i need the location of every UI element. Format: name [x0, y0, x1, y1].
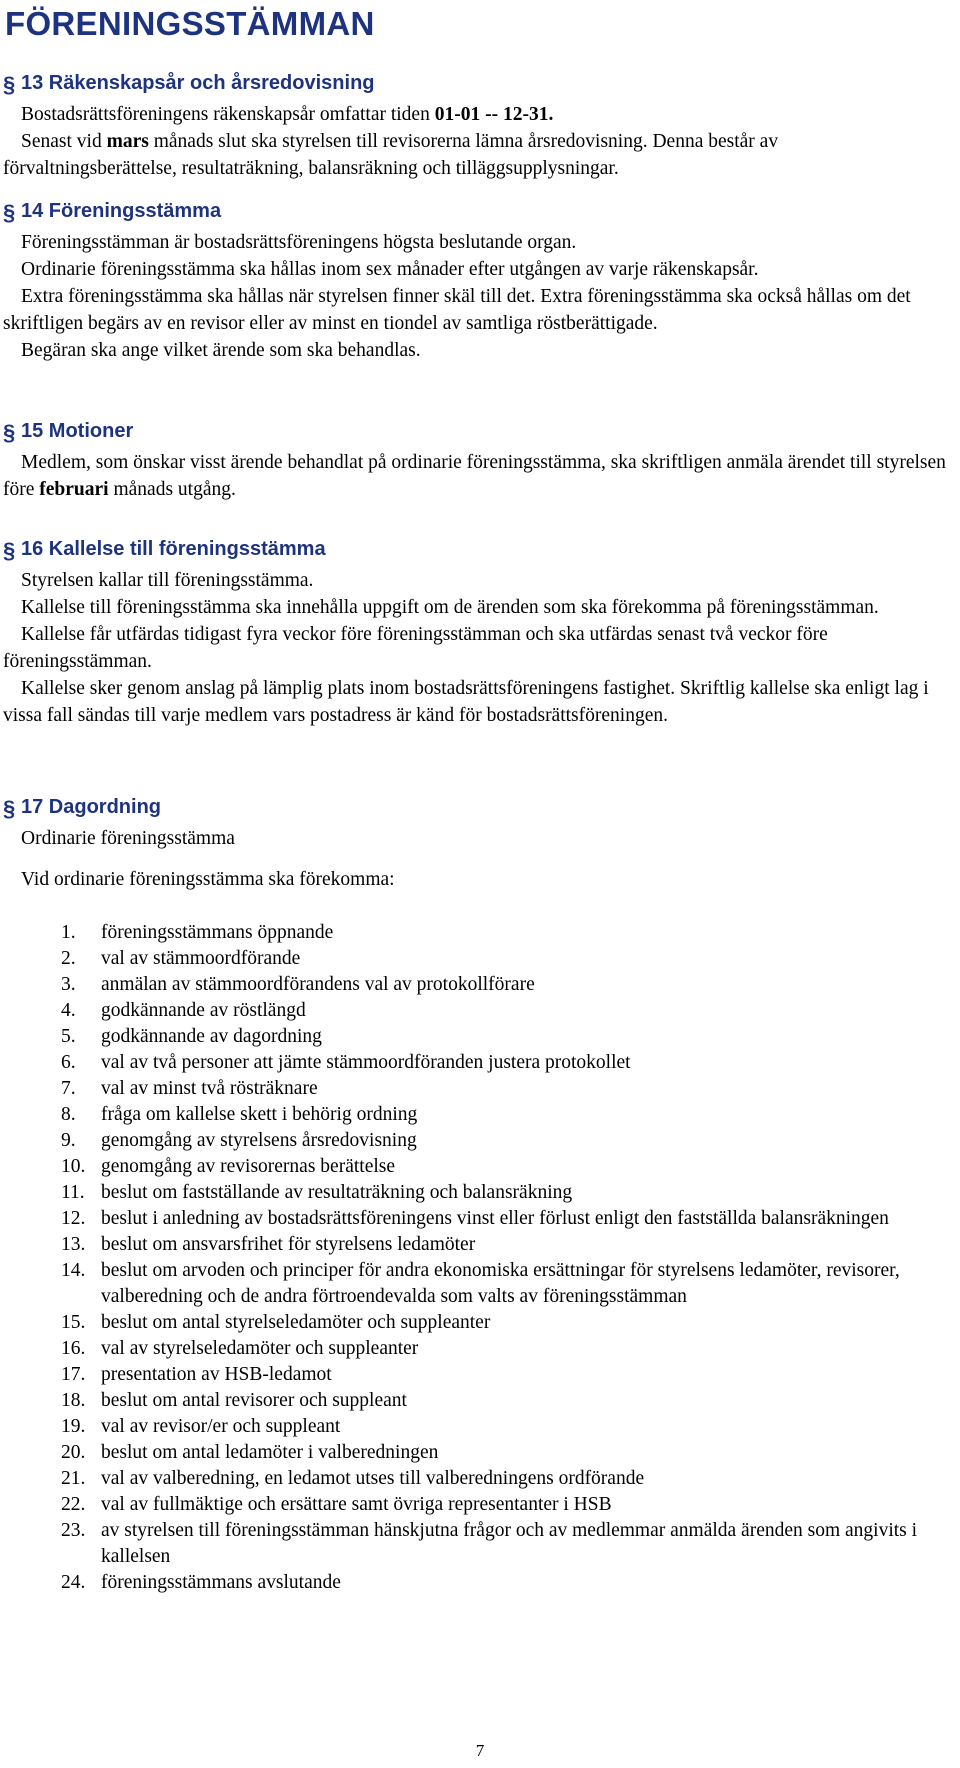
s17-intro: Vid ordinarie föreningsstämma ska förekomma:: [21, 869, 395, 890]
agenda-item-number: 7.: [61, 1078, 76, 1099]
section-14: [0, 196, 960, 364]
agenda-item: [0, 1362, 960, 1388]
section-15: [0, 416, 960, 503]
agenda-item: [0, 1206, 960, 1232]
s17-subheading: Ordinarie föreningsstämma: [21, 828, 235, 849]
section-16-title: 16 Kallelse till föreningsstämma: [21, 538, 326, 560]
agenda-item: [0, 1102, 960, 1128]
page-title: FÖRENINGSSTÄMMAN: [5, 5, 375, 42]
agenda-item: [0, 1258, 960, 1310]
s15-p1-text-a: Medlem, som önskar visst ärende behandlat på ordinarie föreningsstämma, ska skriftligen anmäla ärendet till styrelsen före: [3, 452, 946, 500]
s14-p3: Extra föreningsstämma ska hållas när styrelsen finner skäl till det. Extra föreningsstämma ska också hållas om det skriftligen begärs av en revisor eller av minst en tiondel av samtliga röstberättigade.: [3, 286, 911, 334]
s13-date-range: 01-01 -- 12-31.: [434, 104, 554, 125]
s15-p1: [0, 449, 960, 503]
agenda-item: [0, 1492, 960, 1518]
agenda-item-number: 14.: [61, 1260, 86, 1281]
agenda-item-text: beslut om antal styrelseledamöter och suppleanter: [101, 1312, 491, 1333]
agenda-item: [0, 1466, 960, 1492]
agenda-item-text: beslut om arvoden och principer för andra ekonomiska ersättningar för styrelsens ledamöter, revisorer, valberedning och de andra förtroendevalda som valts av föreningsstämman: [101, 1260, 900, 1307]
agenda-item-text: föreningsstämmans avslutande: [101, 1572, 341, 1593]
section-17-heading: [0, 792, 960, 822]
agenda-item-text: godkännande av dagordning: [101, 1026, 322, 1047]
agenda-item-text: val av fullmäktige och ersättare samt övriga representanter i HSB: [101, 1494, 612, 1515]
agenda-item-text: val av två personer att jämte stämmoordföranden justera protokollet: [101, 1052, 631, 1073]
agenda-item-number: 6.: [61, 1052, 76, 1073]
agenda-item: [0, 1232, 960, 1258]
agenda-item-text: fråga om kallelse skett i behörig ordning: [101, 1104, 418, 1125]
s15-p1-text-b: månads utgång.: [108, 479, 236, 500]
agenda-item-number: 9.: [61, 1130, 76, 1151]
section-16-heading: [0, 534, 960, 564]
agenda-item-text: beslut i anledning av bostadsrättsföreningens vinst eller förlust enligt den fastställda balansräkningen: [101, 1208, 889, 1229]
agenda-item-number: 12.: [61, 1208, 86, 1229]
paragraph-sign-icon: §: [3, 420, 16, 445]
s14-p2: Ordinarie föreningsstämma ska hållas inom sex månader efter utgången av varje räkenskapsår.: [21, 259, 759, 280]
section-13: [0, 68, 960, 182]
agenda-item-number: 23.: [61, 1520, 86, 1541]
agenda-item: [0, 1050, 960, 1076]
agenda-item-number: 22.: [61, 1494, 86, 1515]
agenda-item: [0, 1128, 960, 1154]
agenda-item-text: genomgång av styrelsens årsredovisning: [101, 1130, 417, 1151]
agenda-item: [0, 920, 960, 946]
section-14-heading: [0, 196, 960, 226]
paragraph-sign-icon: §: [3, 796, 16, 821]
paragraph-sign-icon: §: [3, 200, 16, 225]
agenda-item: [0, 1336, 960, 1362]
agenda-item: [0, 1180, 960, 1206]
s13-line-2-text-b: månads slut ska styrelsen till revisorerna lämna årsredovisning. Denna består av förvaltningsberättelse, resultaträkning, balansräkning och tilläggsupplysningar.: [3, 131, 779, 179]
agenda-item-number: 10.: [61, 1156, 86, 1177]
agenda-item-number: 15.: [61, 1312, 86, 1333]
agenda-item-text: val av styrelseledamöter och suppleanter: [101, 1338, 419, 1359]
agenda-item-text: val av revisor/er och suppleant: [101, 1416, 341, 1437]
agenda-item-number: 11.: [61, 1182, 85, 1203]
agenda-item-number: 4.: [61, 1000, 76, 1021]
agenda-item-number: 1.: [61, 922, 76, 943]
agenda-item: [0, 1440, 960, 1466]
agenda-item-number: 3.: [61, 974, 76, 995]
agenda-item: [0, 972, 960, 998]
agenda-item-number: 2.: [61, 948, 76, 969]
agenda-item-number: 13.: [61, 1234, 86, 1255]
agenda-item: [0, 1076, 960, 1102]
section-13-title: 13 Räkenskapsår och årsredovisning: [21, 72, 375, 94]
s13-month: mars: [106, 131, 149, 152]
agenda-item: [0, 1518, 960, 1570]
agenda-item-text: genomgång av revisorernas berättelse: [101, 1156, 396, 1177]
agenda-item: [0, 1388, 960, 1414]
agenda-item-number: 21.: [61, 1468, 86, 1489]
agenda-item-number: 20.: [61, 1442, 86, 1463]
section-14-title: 14 Föreningsstämma: [21, 200, 222, 222]
agenda-item: [0, 1414, 960, 1440]
agenda-item-number: 16.: [61, 1338, 86, 1359]
s14-p4: Begäran ska ange vilket ärende som ska behandlas.: [21, 340, 421, 361]
section-13-heading: [0, 68, 960, 98]
paragraph-sign-icon: §: [3, 72, 16, 97]
agenda-item: [0, 1570, 960, 1596]
s16-p2: Kallelse till föreningsstämma ska innehålla uppgift om de ärenden som ska förekomma på föreningsstämman.: [21, 597, 879, 618]
s15-month: februari: [39, 479, 109, 500]
agenda-item-text: föreningsstämmans öppnande: [101, 922, 334, 943]
s13-line-1-text: Bostadsrättsföreningens räkenskapsår omfattar tiden: [21, 104, 435, 125]
page-number: 7: [475, 1741, 485, 1760]
agenda-item-text: val av stämmoordförande: [101, 948, 301, 969]
agenda-item-text: godkännande av röstlängd: [101, 1000, 306, 1021]
section-15-heading: [0, 416, 960, 446]
s14-p1: Föreningsstämman är bostadsrättsföreningens högsta beslutande organ.: [21, 232, 577, 253]
s13-line-1: [0, 101, 960, 128]
paragraph-sign-icon: §: [3, 538, 16, 563]
agenda-item-number: 24.: [61, 1572, 86, 1593]
agenda-item-number: 19.: [61, 1416, 86, 1437]
agenda-item-text: val av minst två rösträknare: [101, 1078, 318, 1099]
section-15-title: 15 Motioner: [21, 420, 134, 442]
agenda-item-text: beslut om fastställande av resultaträkning och balansräkning: [101, 1182, 573, 1203]
s13-line-2-text-a: Senast vid: [21, 131, 107, 152]
agenda-item: [0, 998, 960, 1024]
agenda-item-text: beslut om antal revisorer och suppleant: [101, 1390, 407, 1411]
s13-line-2: [0, 128, 960, 182]
agenda-item-text: val av valberedning, en ledamot utses till valberedningens ordförande: [101, 1468, 645, 1489]
agenda-item: [0, 1310, 960, 1336]
agenda-item-text: presentation av HSB-ledamot: [101, 1364, 332, 1385]
section-17: [0, 792, 960, 893]
agenda-item-number: 18.: [61, 1390, 86, 1411]
agenda-item-number: 17.: [61, 1364, 86, 1385]
agenda-list: [0, 920, 960, 1596]
s16-p4: Kallelse sker genom anslag på lämplig plats inom bostadsrättsföreningens fastighet. Skriftlig kallelse ska enligt lag i vissa fall sändas till varje medlem vars postadress är känd för bostadsrättsföreningen.: [3, 678, 929, 726]
agenda-item-text: beslut om antal ledamöter i valberedningen: [101, 1442, 439, 1463]
agenda-item-text: anmälan av stämmoordförandens val av protokollförare: [101, 974, 535, 995]
s16-p3: Kallelse får utfärdas tidigast fyra veckor före föreningsstämman och ska utfärdas senast två veckor före föreningsstämman.: [3, 624, 828, 672]
agenda-item: [0, 946, 960, 972]
agenda-item-number: 5.: [61, 1026, 76, 1047]
agenda-item: [0, 1024, 960, 1050]
agenda-item-text: beslut om ansvarsfrihet för styrelsens ledamöter: [101, 1234, 476, 1255]
agenda-item-text: av styrelsen till föreningsstämman hänskjutna frågor och av medlemmar anmälda ärenden som angivits i kallelsen: [101, 1520, 918, 1567]
agenda-item: [0, 1154, 960, 1180]
s16-p1: Styrelsen kallar till föreningsstämma.: [21, 570, 314, 591]
agenda-item-number: 8.: [61, 1104, 76, 1125]
section-17-title: 17 Dagordning: [21, 796, 162, 818]
section-16: [0, 534, 960, 729]
